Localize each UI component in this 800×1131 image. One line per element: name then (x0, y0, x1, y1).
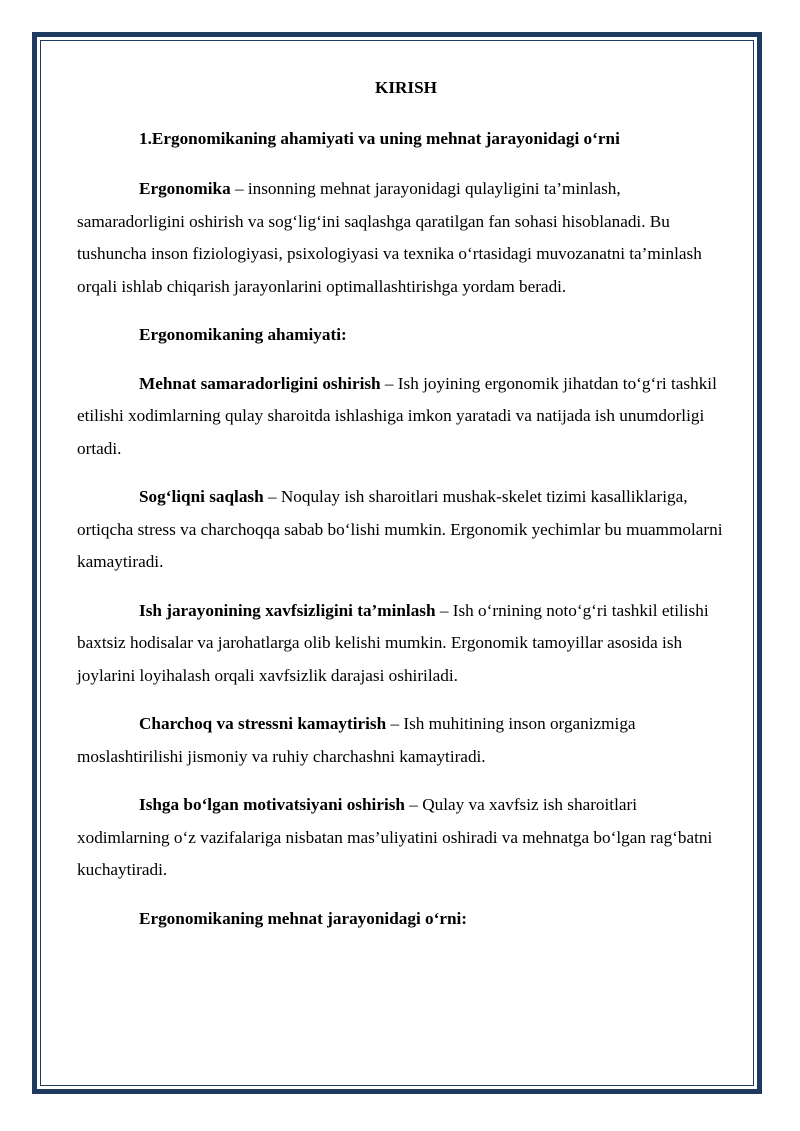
document-body (77, 72, 725, 951)
importance-item-text: – Ish o‘rnining noto‘g‘ri tashkil etilishi baxtsiz hodisalar va jarohatlarga olib kelishi mumkin. Ergonomik tamoyillar asosida ish joylarini loyihalash orqali xavfsizlik darajasi oshiriladi. (77, 600, 709, 685)
intro-text: – insonning mehnat jarayonidagi qulayligini ta’minlash, samaradorligini oshirish va sog‘lig‘ini saqlashga qaratilgan fan sohasi hisoblanadi. Bu tushuncha inson fiziologiyasi, psixologiyasi va texnika o‘rtasidagi muvozanatni ta’minlash orqali ishlab chiqarish jarayonlarini optimallashtirishga yordam beradi. (77, 179, 702, 296)
importance-item (77, 368, 725, 466)
importance-item (77, 708, 725, 773)
importance-item-term: Ishga bo‘lgan motivatsiyani oshirish (139, 795, 405, 814)
importance-item-term: Sog‘liqni saqlash (139, 487, 264, 506)
importance-item-text: – Qulay va xavfsiz ish sharoitlari xodimlarning o‘z vazifalariga nisbatan mas’uliyatini oshiradi va mehnatga bo‘lgan rag‘batni kuchaytiradi. (77, 795, 713, 879)
intro-paragraph (77, 173, 725, 303)
role-heading: Ergonomikaning mehnat jarayonidagi o‘rni: (139, 908, 468, 928)
page-title: KIRISH (374, 78, 438, 97)
importance-item (77, 789, 725, 887)
intro-term: Ergonomika (139, 179, 231, 198)
importance-item-text: – Ish muhitining inson organizmiga moslashtirilishi jismoniy va ruhiy charchashni kamaytiradi. (77, 714, 636, 766)
importance-item-term: Mehnat samaradorligini oshirish (139, 373, 381, 393)
importance-item-text: – Ish joyining ergonomik jihatdan to‘g‘ri tashkil etilishi xodimlarning qulay sharoitda ishlashiga imkon yaratadi va natijada ish unumdorligi ortadi. (77, 373, 717, 458)
importance-item-text: – Noqulay ish sharoitlari mushak-skelet tizimi kasalliklariga, ortiqcha stress va charchoqqa sabab bo‘lishi mumkin. Ergonomik yechimlar bu muammolarni kamaytiradi. (77, 487, 723, 571)
section-title: 1.Ergonomikaning ahamiyati va uning mehnat jarayonidagi o‘rni (139, 128, 620, 148)
importance-item (77, 481, 725, 579)
importance-item-term: Ish jarayonining xavfsizligini ta’minlash (139, 600, 436, 620)
importance-item (77, 595, 725, 693)
importance-item-term: Charchoq va stressni kamaytirish (139, 714, 387, 733)
importance-heading: Ergonomikaning ahamiyati: (139, 325, 347, 344)
